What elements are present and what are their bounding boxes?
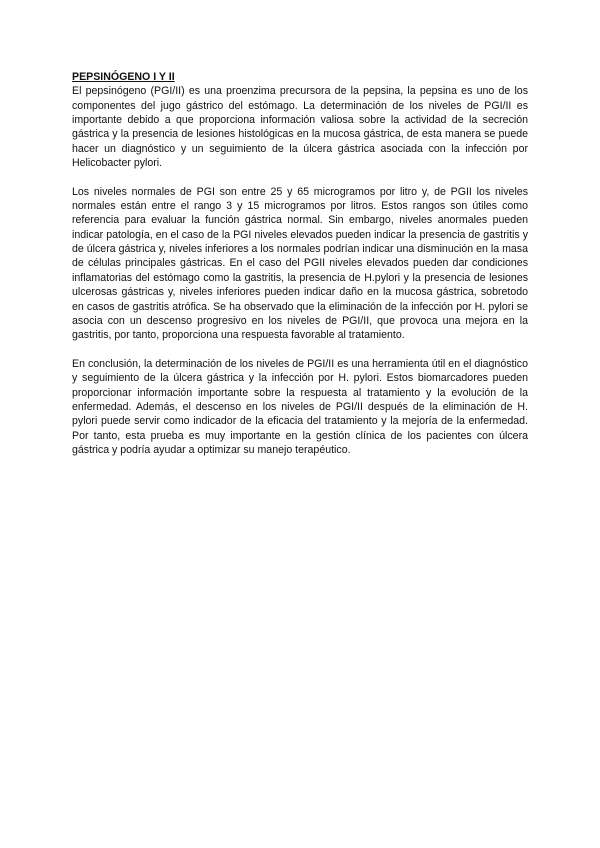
paragraph-levels: Los niveles normales de PGI son entre 25 y 65 microgramos por litro y, de PGII los niveles normales están entre el rango 3 y 15 microgramos por litros. Estos rangos son útiles como referencia para evaluar la función gástrica normal. Sin embargo, niveles anormales pueden indicar patología, en el caso de la PGI niveles elevados pueden indicar la presencia de gastritis y de úlcera gástrica y, niveles inferiores a los normales podrían indicar una disminución en la masa de células principales gástricas. En el caso del PGII niveles elevados pueden dar condiciones inflamatorias del estómago como la gastritis, la presencia de H.pylori y la presencia de lesiones ulcerosas gástricas y, niveles inferiores pueden indicar daño en la mucosa gástrica, sobretodo en casos de gastritis atrófica. Se ha observado que la eliminación de la infección por H. pylori se asocia con un descenso progresivo en los niveles de PGI/II, que provoca una mejora en la gastritis, por tanto, proporciona una respuesta favorable al tratamiento. (72, 185, 528, 342)
document-page (72, 70, 528, 457)
paragraph-intro: El pepsinógeno (PGI/II) es una proenzima precursora de la pepsina, la pepsina es uno de los componentes del jugo gástrico del estómago. La determinación de los niveles de PGI/II es importante debido a que proporciona información valiosa sobre la actividad de la secreción gástrica y la presencia de lesiones histológicas en la mucosa gástrica, de esta manera se puede hacer un diagnóstico y un seguimiento de la úlcera gástrica asociada con la infección por Helicobacter pylori. (72, 85, 528, 170)
paragraph-conclusion: En conclusión, la determinación de los niveles de PGI/II es una herramienta útil en el diagnóstico y seguimiento de la úlcera gástrica y la infección por H. pylori. Estos biomarcadores pueden proporcionar información importante sobre la respuesta al tratamiento y la evolución de la enfermedad. Además, el descenso en los niveles de PGI/II después de la eliminación de H. pylori puede servir como indicador de la eficacia del tratamiento y la mejoría de la enfermedad. Por tanto, esta prueba es muy importante en la gestión clínica de los pacientes con úlcera gástrica y podría ayudar a optimizar su manejo terapéutico. (72, 357, 528, 456)
document-title: PEPSINÓGENO I Y II (72, 71, 175, 83)
